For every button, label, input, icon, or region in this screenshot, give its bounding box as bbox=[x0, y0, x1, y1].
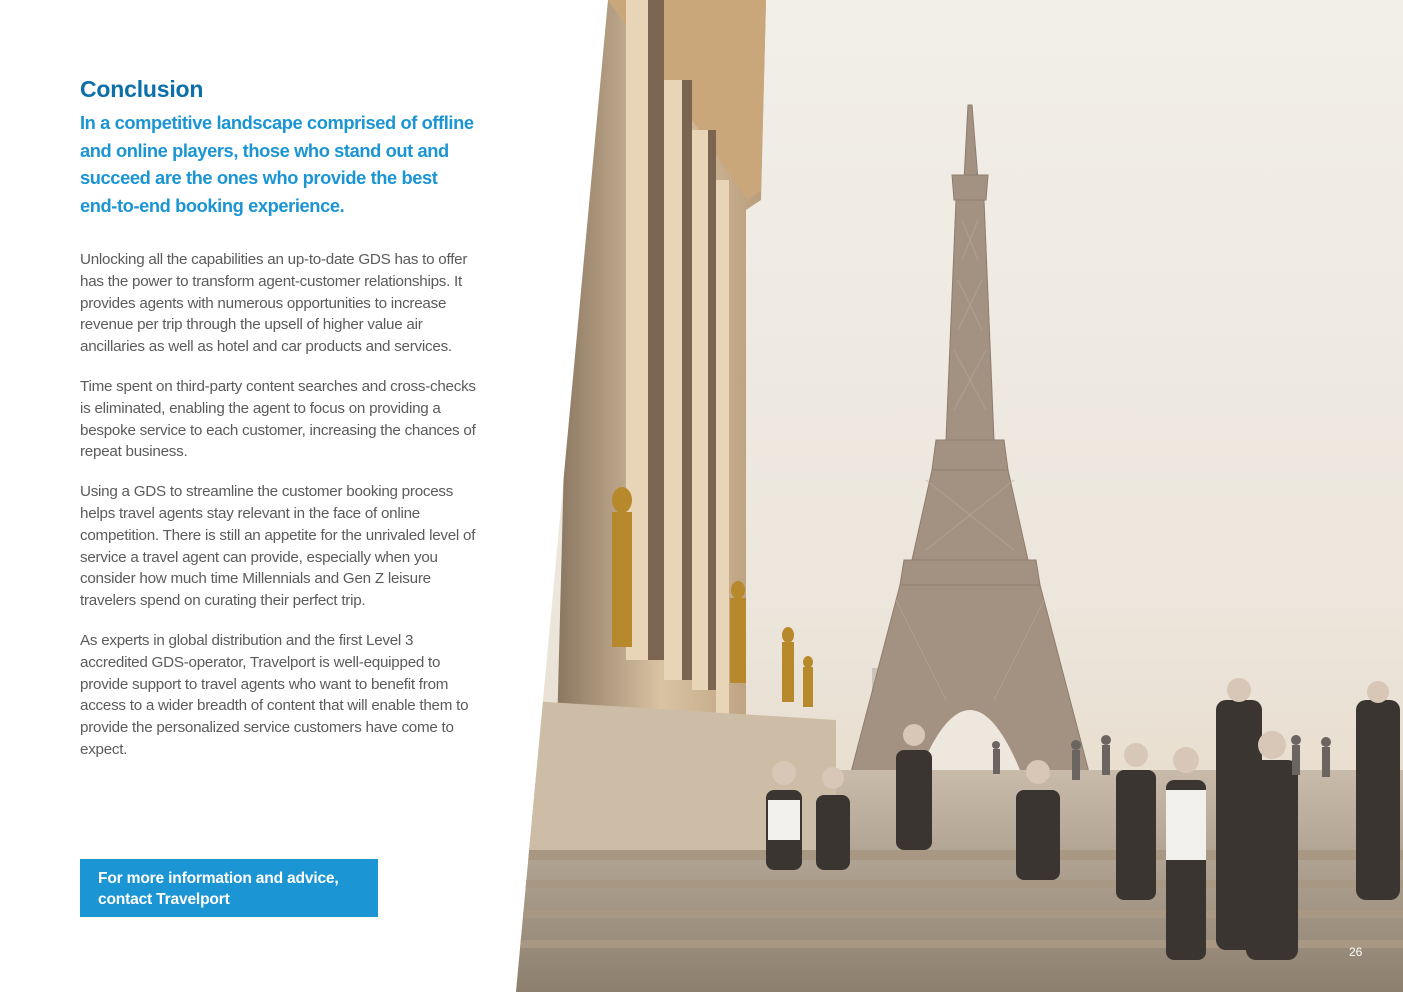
body-paragraph-3: Using a GDS to streamline the customer booking process helps travel agents stay relevant in the face of online competition. There is still an appetite for the unrivaled level of service a travel agent can provide, especially when you consider how much time Millennials and Gen Z leisure travelers spend on curating their perfect trip. bbox=[80, 483, 476, 610]
body-paragraph-2: Time spent on third-party content searches and cross-checks is eliminated, enabling the agent to focus on providing a bespoke service to each customer, increasing the chances of repeat business. bbox=[80, 377, 476, 461]
text-column bbox=[80, 76, 480, 779]
body-paragraph-4: As experts in global distribution and the first Level 3 accredited GDS-operator, Travelport is well-equipped to provide support to travel agents who want to benefit from access to a wider breadth of content that will enable them to provide the personalized service customers have come to expect. bbox=[80, 631, 469, 758]
page-number: 26 bbox=[1349, 945, 1363, 959]
eiffel-tower-photo bbox=[516, 0, 1403, 992]
lead-paragraph: In a competitive landscape comprised of offline and online players, those who stand out and succeed are the ones who provide the best end-to-end booking experience. bbox=[80, 112, 474, 216]
eiffel-tower-illustration bbox=[516, 0, 1403, 992]
section-heading: Conclusion bbox=[80, 76, 204, 102]
contact-travelport-button[interactable] bbox=[80, 859, 378, 917]
cta-line-2: contact Travelport bbox=[98, 891, 230, 908]
cta-line-1: For more information and advice, bbox=[98, 870, 339, 887]
body-paragraph-1: Unlocking all the capabilities an up-to-date GDS has to offer has the power to transform agent-customer relationships. It provides agents with numerous opportunities to increase revenue per trip through the upsell of higher value air ancillaries as well as hotel and car products and services. bbox=[80, 251, 468, 356]
